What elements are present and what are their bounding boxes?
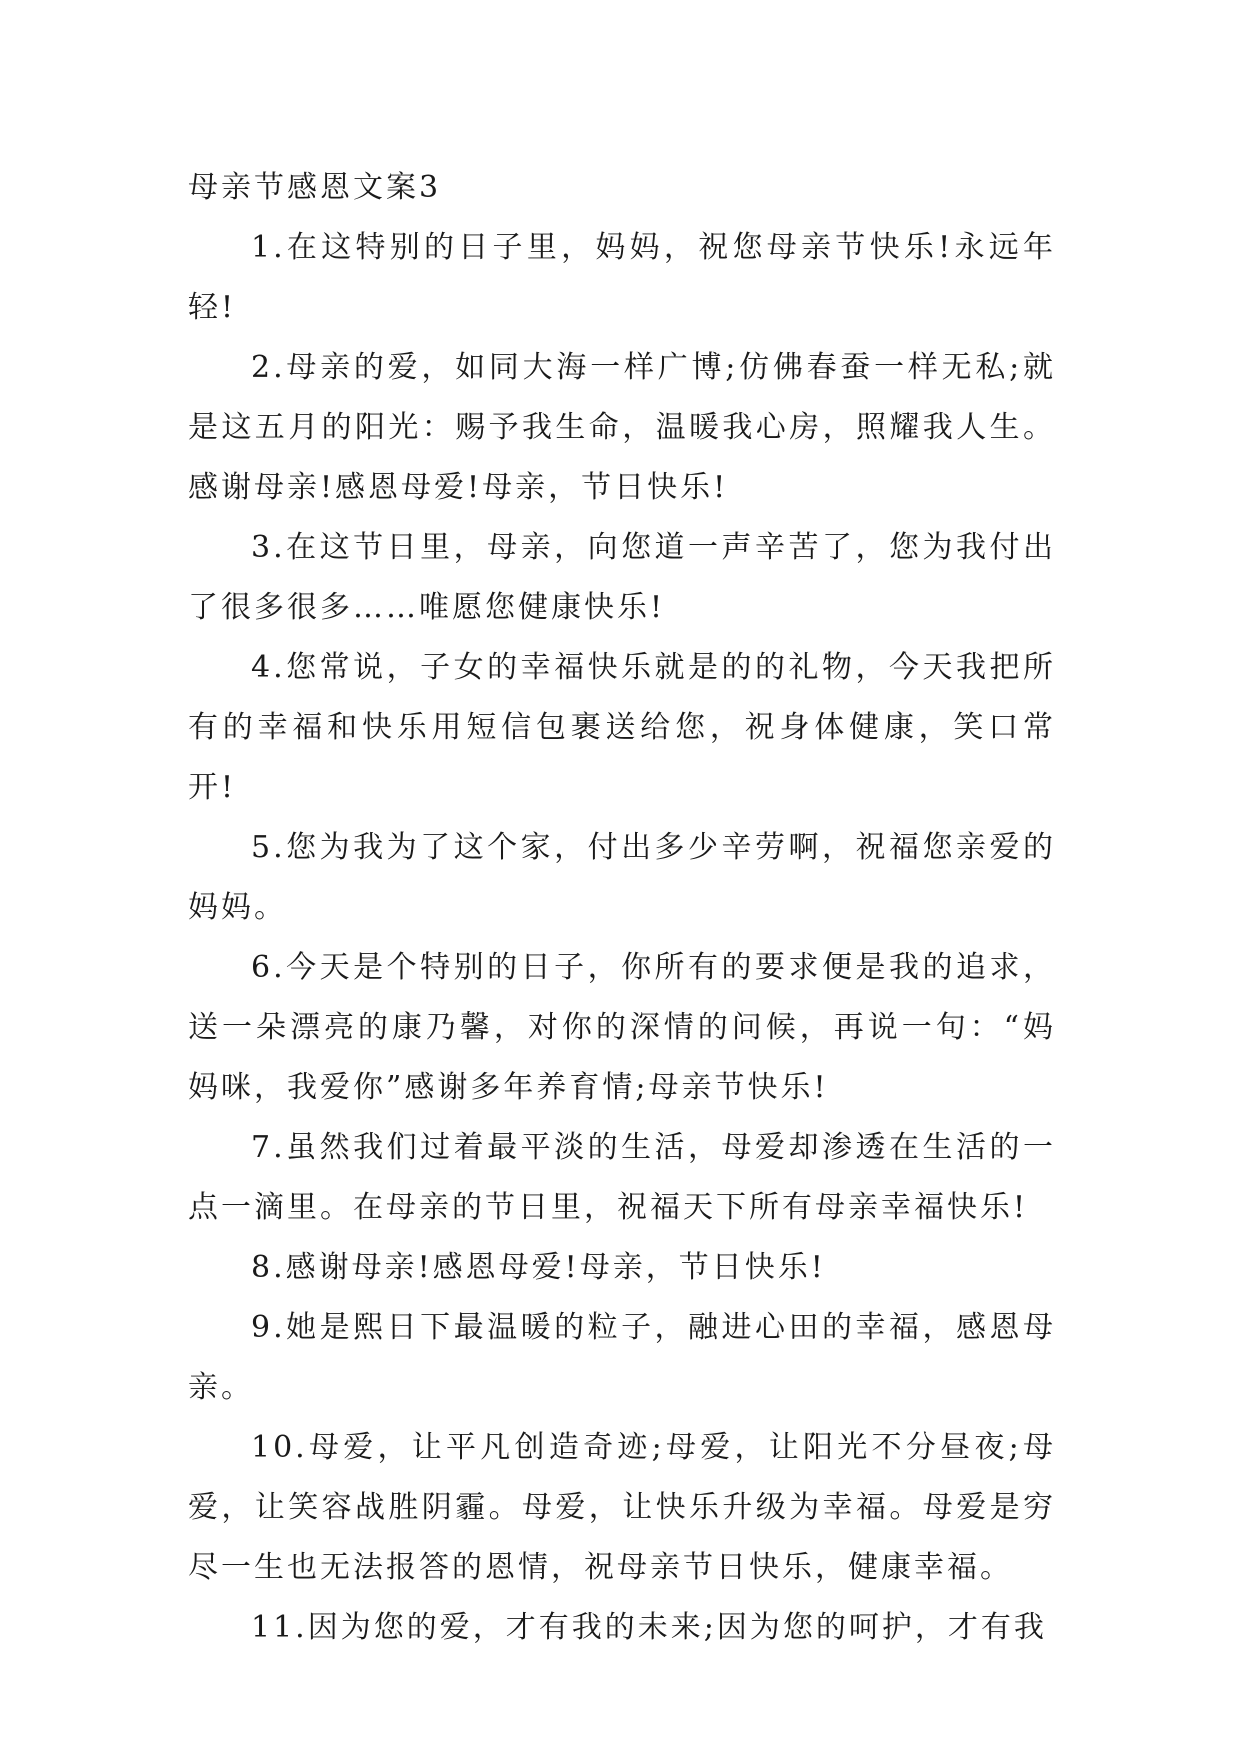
paragraph-2: 2.母亲的爱，如同大海一样广博;仿佛春蚕一样无私;就是这五月的阳光：赐予我生命，温暖我心房，照耀我人生。感谢母亲!感恩母爱!母亲，节日快乐! <box>188 350 1056 505</box>
paragraph-11: 11.因为您的爱，才有我的未来;因为您的呵护，才有我 <box>251 1610 1047 1645</box>
paragraph-4: 4.您常说，子女的幸福快乐就是的的礼物，今天我把所有的幸福和快乐用短信包裹送给您，祝身体健康，笑口常开! <box>188 650 1056 805</box>
paragraph-3: 3.在这节日里，母亲，向您道一声辛苦了，您为我付出了很多很多……唯愿您健康快乐! <box>188 530 1056 625</box>
paragraph-9: 9.她是熙日下最温暖的粒子，融进心田的幸福，感恩母亲。 <box>188 1310 1056 1405</box>
paragraph-5: 5.您为我为了这个家，付出多少辛劳啊，祝福您亲爱的妈妈。 <box>188 830 1056 925</box>
document-body <box>188 158 1056 1658</box>
paragraph-8: 8.感谢母亲!感恩母爱!母亲，节日快乐! <box>251 1250 826 1285</box>
paragraph-10: 10.母爱，让平凡创造奇迹;母爱，让阳光不分昼夜;母爱，让笑容战胜阴霾。母爱，让快乐升级为幸福。母爱是穷尽一生也无法报答的恩情，祝母亲节日快乐，健康幸福。 <box>188 1430 1056 1585</box>
paragraph-7: 7.虽然我们过着最平淡的生活，母爱却渗透在生活的一点一滴里。在母亲的节日里，祝福天下所有母亲幸福快乐! <box>188 1130 1056 1225</box>
paragraph-1: 1.在这特别的日子里，妈妈，祝您母亲节快乐!永远年轻! <box>188 230 1056 325</box>
document-title: 母亲节感恩文案3 <box>188 170 442 205</box>
paragraph-6: 6.今天是个特别的日子，你所有的要求便是我的追求，送一朵漂亮的康乃馨，对你的深情的问候，再说一句：“妈妈咪，我爱你”感谢多年养育情;母亲节快乐! <box>188 950 1056 1105</box>
